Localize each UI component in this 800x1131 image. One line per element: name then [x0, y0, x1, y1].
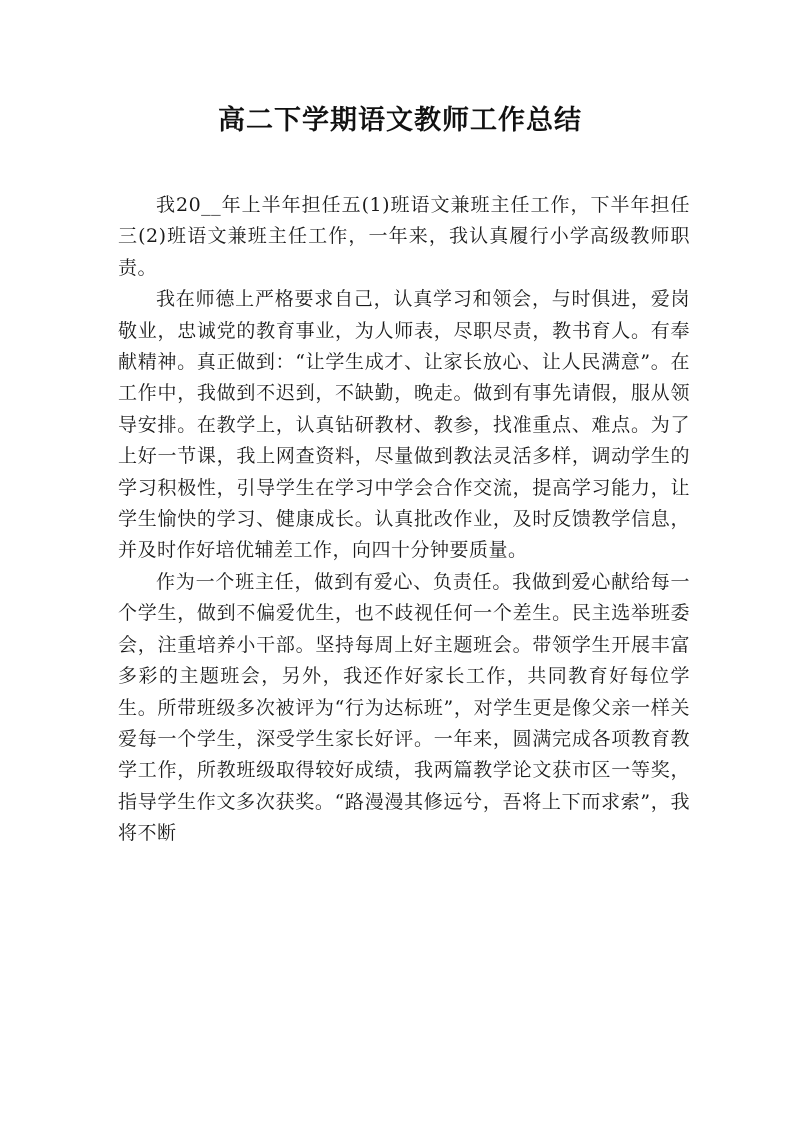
paragraph-3: 作为一个班主任，做到有爱心、负责任。我做到爱心献给每一个学生，做到不偏爱优生，也不歧视任何一个差生。民主选举班委会，注重培养小干部。坚持每周上好主题班会。带领学生开展丰富多彩的主题班会，另外，我还作好家长工作，共同教育好每位学生。所带班级多次被评为“行为达标班”，对学生更是像父亲一样关爱每一个学生，深受学生家长好评。一年来，圆满完成各项教育教学工作，所教班级取得较好成绩，我两篇教学论文获市区一等奖，指导学生作文多次获奖。“路漫漫其修远兮，吾将上下而求索”，我将不断: [118, 570, 690, 845]
paragraph-2: 我在师德上严格要求自己，认真学习和领会，与时俱进，爱岗敬业，忠诚党的教育事业，为人师表，尽职尽责，教书育人。有奉献精神。真正做到：“让学生成才、让家长放心、让人民满意”。在工作中，我做到不迟到，不缺勤，晚走。做到有事先请假，服从领导安排。在教学上，认真钻研教材、教参，找准重点、难点。为了上好一节课，我上网查资料，尽量做到教法灵活多样，调动学生的学习积极性，引导学生在学习中学会合作交流，提高学习能力，让学生愉快的学习、健康成长。认真批改作业，及时反馈教学信息，并及时作好培优辅差工作，向四十分钟要质量。: [118, 288, 690, 562]
document-title: 高二下学期语文教师工作总结: [218, 105, 582, 136]
paragraph-1: 我20__年上半年担任五(1)班语文兼班主任工作，下半年担任三(2)班语文兼班主任工作，一年来，我认真履行小学高级教师职责。: [118, 194, 690, 279]
document-body: [118, 190, 690, 850]
